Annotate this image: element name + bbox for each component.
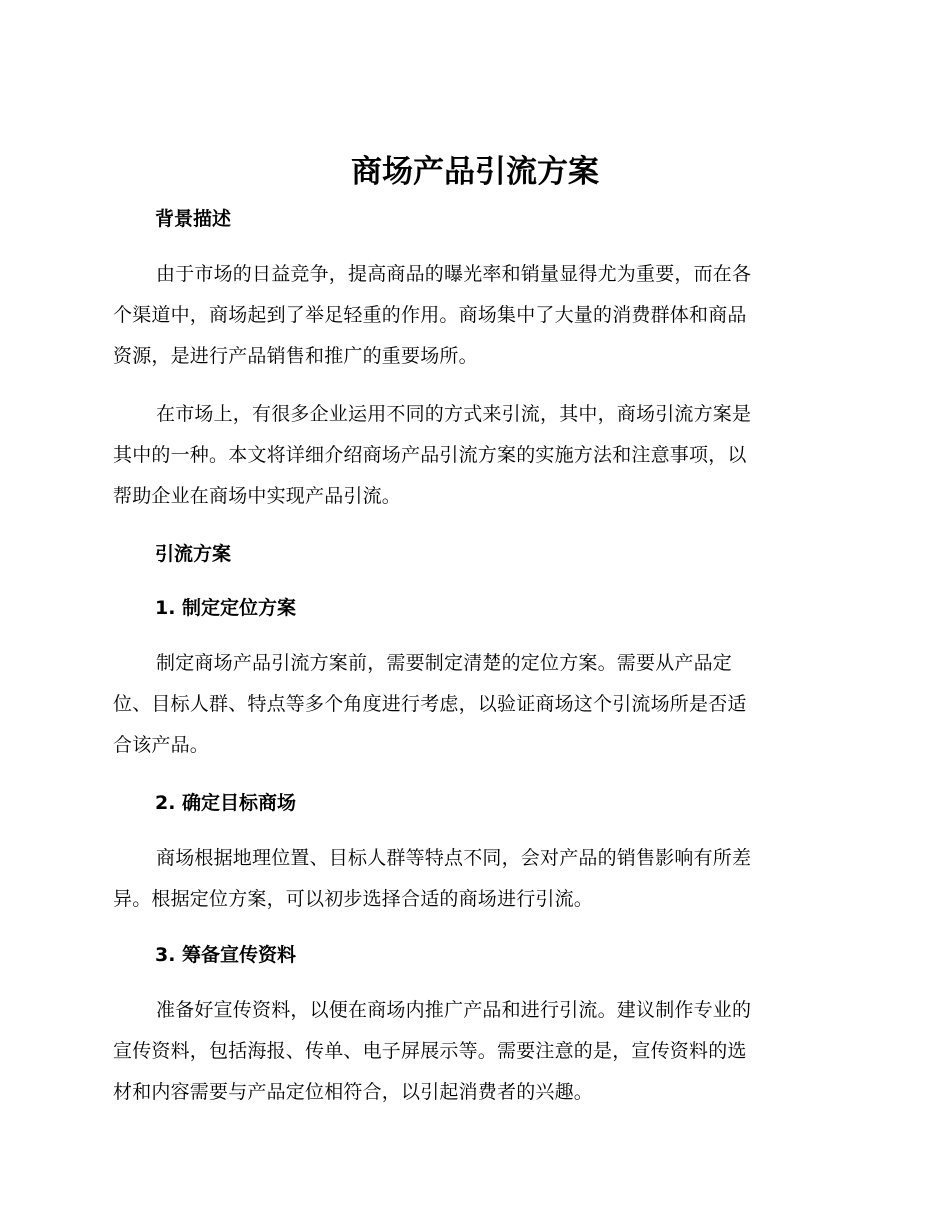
- paragraph-background-2: [113, 394, 831, 517]
- paragraph-line: 其中的一种。本文将详细介绍商场产品引流方案的实施方法和注意事项，以: [113, 444, 747, 466]
- paragraph-line: 宣传资料，包括海报、传单、电子屏展示等。需要注意的是，宣传资料的选: [113, 1040, 747, 1062]
- paragraph-line: 由于市场的日益竞争，提高商品的曝光率和销量显得尤为重要，而在各: [156, 263, 752, 285]
- paragraph-line: 资源，是进行产品销售和推广的重要场所。: [113, 345, 478, 367]
- section-heading-plan: 引流方案: [155, 543, 232, 565]
- subsection-heading-3: 3. 筹备宣传资料: [155, 944, 297, 966]
- paragraph-positioning: [113, 643, 831, 766]
- document-title: 商场产品引流方案: [351, 154, 599, 190]
- paragraph-line: 帮助企业在商场中实现产品引流。: [113, 485, 402, 507]
- paragraph-line: 个渠道中，商场起到了举足轻重的作用。商场集中了大量的消费群体和商品: [113, 304, 747, 326]
- paragraph-line: 材和内容需要与产品定位相符合，以引起消费者的兴趣。: [113, 1081, 594, 1103]
- paragraph-target-mall: [113, 838, 831, 920]
- paragraph-background-1: [113, 254, 831, 377]
- subsection-heading-1: 1. 制定定位方案: [155, 597, 297, 619]
- paragraph-line: 制定商场产品引流方案前，需要制定清楚的定位方案。需要从产品定: [156, 652, 733, 674]
- paragraph-line: 合该产品。: [113, 734, 210, 756]
- paragraph-line: 位、目标人群、特点等多个角度进行考虑，以验证商场这个引流场所是否适: [113, 693, 747, 715]
- paragraph-line: 准备好宣传资料，以便在商场内推广产品和进行引流。建议制作专业的: [156, 999, 752, 1021]
- paragraph-line: 商场根据地理位置、目标人群等特点不同，会对产品的销售影响有所差: [156, 847, 752, 869]
- paragraph-line: 在市场上，有很多企业运用不同的方式来引流，其中，商场引流方案是: [156, 403, 752, 425]
- subsection-heading-2: 2. 确定目标商场: [155, 792, 297, 814]
- paragraph-line: 异。根据定位方案，可以初步选择合适的商场进行引流。: [113, 888, 594, 910]
- section-heading-background: 背景描述: [155, 208, 232, 230]
- paragraph-promo-materials: [113, 990, 831, 1113]
